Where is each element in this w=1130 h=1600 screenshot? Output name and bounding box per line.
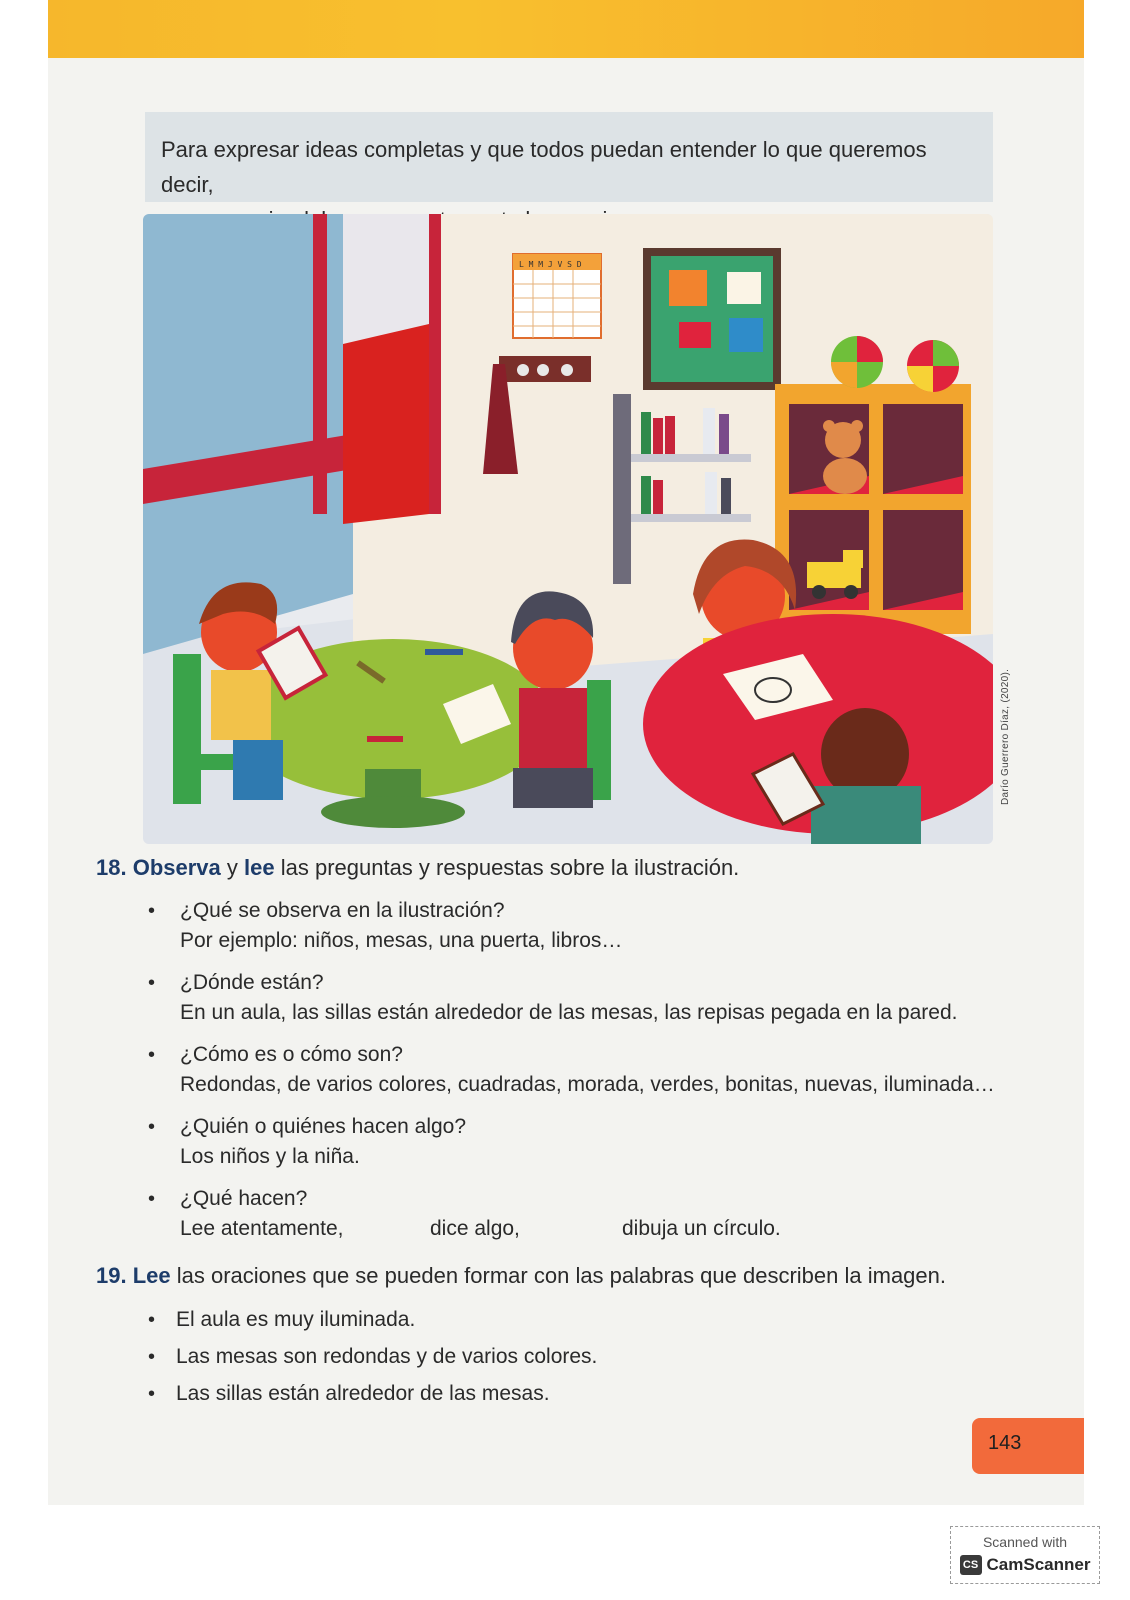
- exercise-18-connector: y: [220, 855, 245, 880]
- page-number: 143: [988, 1432, 1022, 1454]
- page-number-tab: [972, 1418, 1084, 1474]
- question-text: ¿Qué hacen?: [180, 1187, 308, 1210]
- exercise-18-heading: [96, 854, 739, 882]
- bullet: •: [148, 972, 156, 994]
- sentence-item: [148, 1380, 998, 1408]
- question-text: ¿Quién o quiénes hacen algo?: [180, 1115, 467, 1138]
- exercise-18-number: 18.: [96, 855, 127, 880]
- camscanner-logo-icon: CS: [960, 1555, 982, 1575]
- bullet: •: [148, 1116, 156, 1138]
- question-item: [148, 1040, 998, 1100]
- sentence-text: El aula es muy iluminada.: [176, 1308, 416, 1331]
- textbook-page: [48, 0, 1084, 1505]
- exercise-19-instruction: las oraciones que se pueden formar con las palabras que describen la imagen.: [170, 1263, 947, 1288]
- scanner-brand: [951, 1555, 1099, 1575]
- sentence-list: [148, 1306, 998, 1417]
- intro-line-1: Para expresar ideas completas y que todos puedan entender lo que queremos decir,: [161, 137, 927, 197]
- answer-part: Lee atentamente,: [180, 1217, 344, 1240]
- answer-row: [180, 1214, 998, 1244]
- question-text: ¿Qué se observa en la ilustración?: [180, 899, 505, 922]
- question-text: ¿Cómo es o cómo son?: [180, 1043, 403, 1066]
- scanner-watermark: [950, 1526, 1100, 1584]
- question-item: [148, 1112, 998, 1172]
- question-item: [148, 968, 998, 1028]
- intro-box: [145, 112, 993, 202]
- scanner-name: CamScanner: [986, 1555, 1091, 1574]
- calendar-header: L M M J V S D: [519, 260, 582, 269]
- bullet: •: [148, 1309, 156, 1331]
- answer-text: Por ejemplo: niños, mesas, una puerta, libros…: [180, 929, 623, 952]
- bullet: •: [148, 1044, 156, 1066]
- question-list: [148, 896, 998, 1256]
- answer-text: Los niños y la niña.: [180, 1145, 360, 1168]
- classroom-illustration: [143, 214, 993, 844]
- answer-part: dibuja un círculo.: [622, 1217, 781, 1240]
- answer-text: En un aula, las sillas están alrededor de las mesas, las repisas pegada en la pared.: [180, 1001, 958, 1024]
- exercise-19-heading: [96, 1262, 946, 1290]
- exercise-19-verb-lee: Lee: [132, 1263, 171, 1288]
- exercise-18-instruction: las preguntas y respuestas sobre la ilustración.: [274, 855, 740, 880]
- bullet: •: [148, 1188, 156, 1210]
- bullet: •: [148, 1346, 156, 1368]
- question-text: ¿Dónde están?: [180, 971, 324, 994]
- answer-text: Redondas, de varios colores, cuadradas, morada, verdes, bonitas, nuevas, iluminada…: [180, 1073, 995, 1096]
- answer-part: dice algo,: [430, 1217, 520, 1240]
- sentence-text: Las sillas están alrededor de las mesas.: [176, 1382, 550, 1405]
- bullet: •: [148, 900, 156, 922]
- question-item: [148, 1184, 998, 1244]
- exercise-19-number: 19.: [96, 1263, 127, 1288]
- exercise-18-verb-lee: lee: [244, 855, 275, 880]
- sentence-item: [148, 1343, 998, 1371]
- bullet: •: [148, 1383, 156, 1405]
- top-color-band: [48, 0, 1084, 58]
- scanner-caption: Scanned with: [982, 1534, 1068, 1550]
- question-item: [148, 896, 998, 956]
- illustration-credit: Darío Guerrero Díaz, (2020).: [1000, 668, 1011, 805]
- sentence-item: [148, 1306, 998, 1334]
- sentence-text: Las mesas son redondas y de varios colores.: [176, 1345, 598, 1368]
- exercise-18-verb-observa: Observa: [132, 855, 221, 880]
